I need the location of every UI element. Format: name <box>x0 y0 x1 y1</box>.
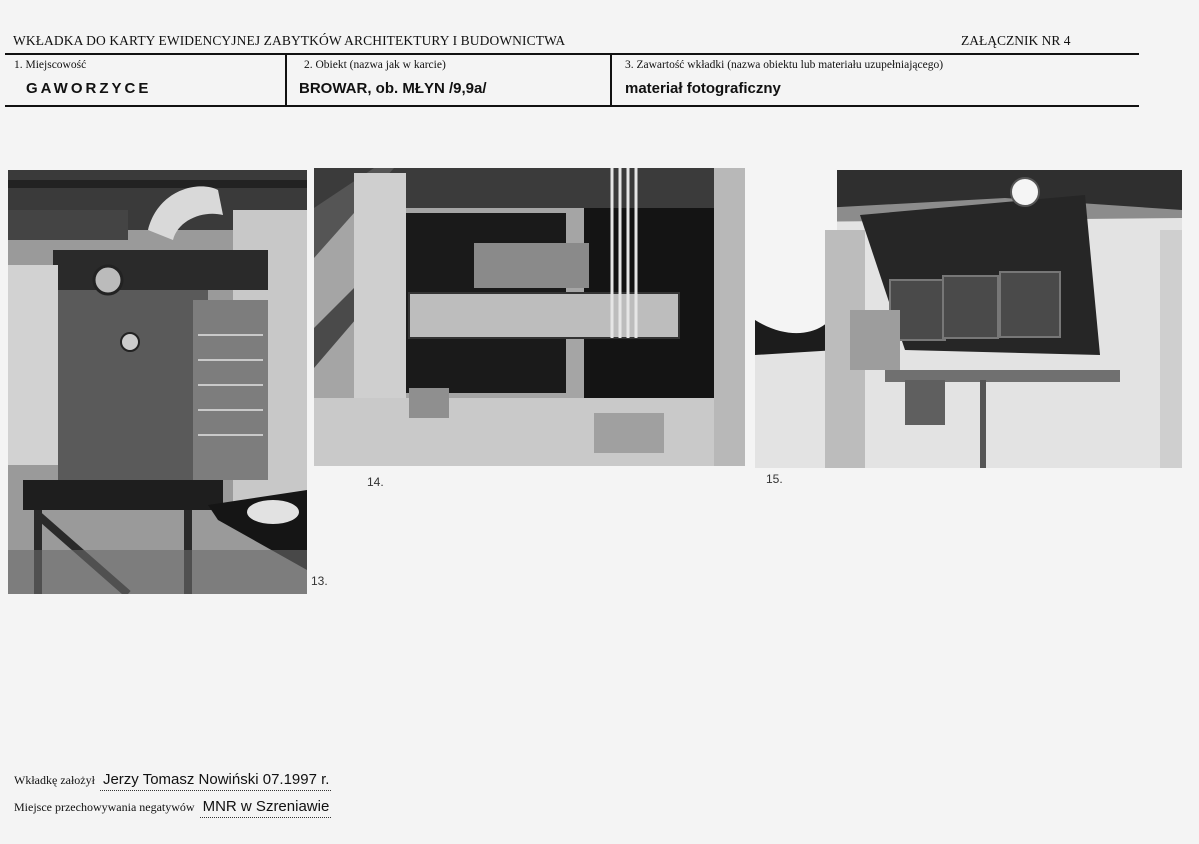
author-value: Jerzy Tomasz Nowiński 07.1997 r. <box>100 771 332 791</box>
object-value: BROWAR, ob. MŁYN /9,9a/ <box>299 80 487 97</box>
author-label: Wkładkę założył <box>14 773 95 787</box>
photo-number-13: 13. <box>311 574 328 588</box>
photo-number-14: 14. <box>367 475 384 489</box>
object-label: 2. Obiekt (nazwa jak w karcie) <box>304 59 446 71</box>
locality-value: GAWORZYCE <box>26 80 152 97</box>
annex-number: ZAŁĄCZNIK NR 4 <box>961 33 1071 48</box>
header-rule-bottom <box>5 105 1139 107</box>
photo-15-hopper <box>755 170 1182 468</box>
storage-row <box>14 798 331 815</box>
photo-number-15: 15. <box>766 472 783 486</box>
content-label: 3. Zawartość wkładki (nazwa obiektu lub materiału uzupełniającego) <box>625 59 944 71</box>
field-divider-2 <box>610 55 612 106</box>
photo-13-grain-machine <box>8 170 307 594</box>
locality-label: 1. Miejscowość <box>14 59 87 71</box>
author-row <box>14 771 331 788</box>
storage-label: Miejsce przechowywania negatywów <box>14 800 195 814</box>
field-divider-1 <box>285 55 287 106</box>
content-value: materiał fotograficzny <box>625 80 781 97</box>
photo-14-mill-interior <box>314 168 745 466</box>
storage-value: MNR w Szreniawie <box>200 798 332 818</box>
form-title: WKŁADKA DO KARTY EWIDENCYJNEJ ZABYTKÓW ARCHITEKTURY I BUDOWNICTWA <box>13 33 566 48</box>
header-rule-top <box>5 53 1139 55</box>
